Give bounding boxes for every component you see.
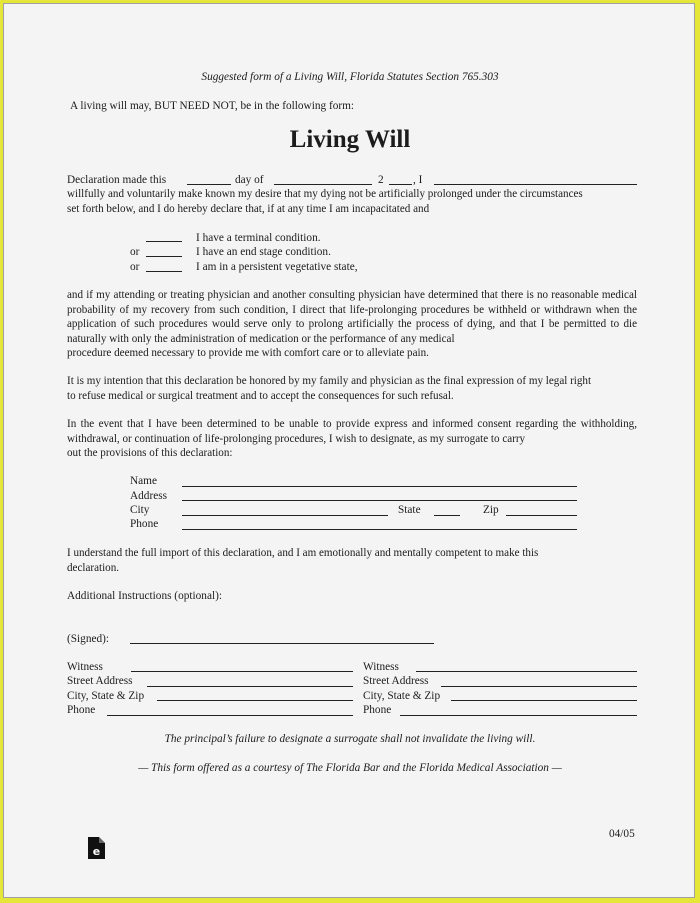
condition-vegetative: I am in a persistent vegetative state, <box>196 261 358 273</box>
witness-2-label: Witness <box>363 661 399 673</box>
declaration-text <box>67 187 637 216</box>
surrogate-paragraph <box>67 417 637 461</box>
witness-1-phone-field[interactable] <box>107 715 353 716</box>
day-of-label: day of <box>235 174 264 186</box>
surrogate-zip-label: Zip <box>483 504 499 516</box>
surrogate-state-label: State <box>398 504 421 516</box>
svg-text:e: e <box>92 845 101 858</box>
principal-note: The principal’s failure to designate a surrogate shall not invalidate the living will. <box>164 733 536 745</box>
physician-line-4: that I be permitted to die naturally with only the administration of medication or the performance of any medical <box>67 318 637 345</box>
surrogate-phone-label: Phone <box>130 518 159 530</box>
page-title: Living Will <box>289 126 411 153</box>
day-field[interactable] <box>187 184 231 185</box>
surrogate-line-3: out the provisions of this declaration: <box>67 447 233 459</box>
witness-2-phone-field[interactable] <box>400 715 637 716</box>
header-citation: Suggested form of a Living Will, Florida Statutes Section 765.303 <box>201 71 499 83</box>
physician-line-2: medical probability of my recovery from such condition, I direct that life-prolonging procedures be withheld or <box>67 289 637 316</box>
witness-1-label: Witness <box>67 661 103 673</box>
witness-2-csz-label: City, State & Zip <box>363 690 441 702</box>
declaration-line-1: willfully and voluntarily make known my desire that my dying not be artificially prolonged under the circumstances <box>67 188 583 200</box>
surrogate-phone-field[interactable] <box>182 529 577 530</box>
declarant-name-field[interactable] <box>434 184 637 185</box>
form-date-code: 04/05 <box>609 828 635 840</box>
surrogate-line-1: In the event that I have been determined to be unable to provide express and informed consent regarding the <box>67 418 577 430</box>
surrogate-address-label: Address <box>130 490 168 502</box>
condition-or-2: or <box>130 261 140 273</box>
witness-2-csz-field[interactable] <box>451 700 637 701</box>
witness-2-street-field[interactable] <box>441 686 637 687</box>
surrogate-zip-field[interactable] <box>506 515 577 516</box>
condition-vegetative-initial-field[interactable] <box>146 271 182 272</box>
intro-text: A living will may, BUT NEED NOT, be in the following form: <box>70 100 355 112</box>
document-e-logo-icon <box>86 836 107 860</box>
condition-terminal-initial-field[interactable] <box>146 241 182 242</box>
witness-1-csz-field[interactable] <box>157 700 353 701</box>
courtesy-note: — This form offered as a courtesy of The Florida Bar and the Florida Medical Association — <box>138 762 562 774</box>
surrogate-line-2: withholding, withdrawal, or continuation of life-prolonging procedures, I wish to designate, as my surrogate to carry <box>67 418 637 445</box>
additional-instructions-label: Additional Instructions (optional): <box>67 590 222 602</box>
understand-line-1: I understand the full import of this declaration, and I am emotionally and mentally competent to make this <box>67 547 539 559</box>
surrogate-name-label: Name <box>130 475 157 487</box>
witness-2-field[interactable] <box>416 671 637 672</box>
surrogate-city-field[interactable] <box>182 515 388 516</box>
intention-paragraph <box>67 374 637 403</box>
surrogate-address-field[interactable] <box>182 500 577 501</box>
signature-field[interactable] <box>130 643 434 644</box>
witness-2-street-label: Street Address <box>363 675 429 687</box>
condition-end-stage-initial-field[interactable] <box>146 256 182 257</box>
intention-line-2: to refuse medical or surgical treatment and to accept the consequences for such refusal. <box>67 389 454 402</box>
witness-1-street-label: Street Address <box>67 675 133 687</box>
comma-i: , I <box>413 174 423 186</box>
surrogate-state-field[interactable] <box>434 515 460 516</box>
condition-or-1: or <box>130 246 140 258</box>
witness-1-street-field[interactable] <box>147 686 353 687</box>
declaration-line-2: set forth below, and I do hereby declare that, if at any time I am incapacitated and <box>67 202 430 215</box>
physician-paragraph <box>67 288 637 361</box>
physician-line-5: procedure deemed necessary to provide me with comfort care or to alleviate pain. <box>67 347 429 359</box>
month-field[interactable] <box>274 184 372 185</box>
witness-1-field[interactable] <box>131 671 353 672</box>
understand-line-2: declaration. <box>67 561 120 574</box>
declaration-made-this: Declaration made this <box>67 174 167 186</box>
witness-1-phone-label: Phone <box>67 704 96 716</box>
year-field[interactable] <box>389 184 412 185</box>
understand-paragraph <box>67 546 637 575</box>
physician-line-1: and if my attending or treating physician and another consulting physician have determined that there is no reasonable <box>67 289 599 301</box>
signed-label: (Signed): <box>67 633 110 645</box>
year-prefix: 2 <box>378 174 384 186</box>
surrogate-city-label: City <box>130 504 150 516</box>
condition-terminal: I have a terminal condition. <box>196 232 321 244</box>
physician-line-3: withdrawn when the application of such procedures would serve only to prolong artificially the process of dying, and <box>67 303 638 330</box>
intention-line-1: It is my intention that this declaration be honored by my family and physician as the final expression of my legal right <box>67 375 592 387</box>
document-page <box>3 3 695 898</box>
witness-1-csz-label: City, State & Zip <box>67 690 145 702</box>
witness-2-phone-label: Phone <box>363 704 392 716</box>
surrogate-name-field[interactable] <box>182 486 577 487</box>
condition-end-stage: I have an end stage condition. <box>196 246 331 258</box>
